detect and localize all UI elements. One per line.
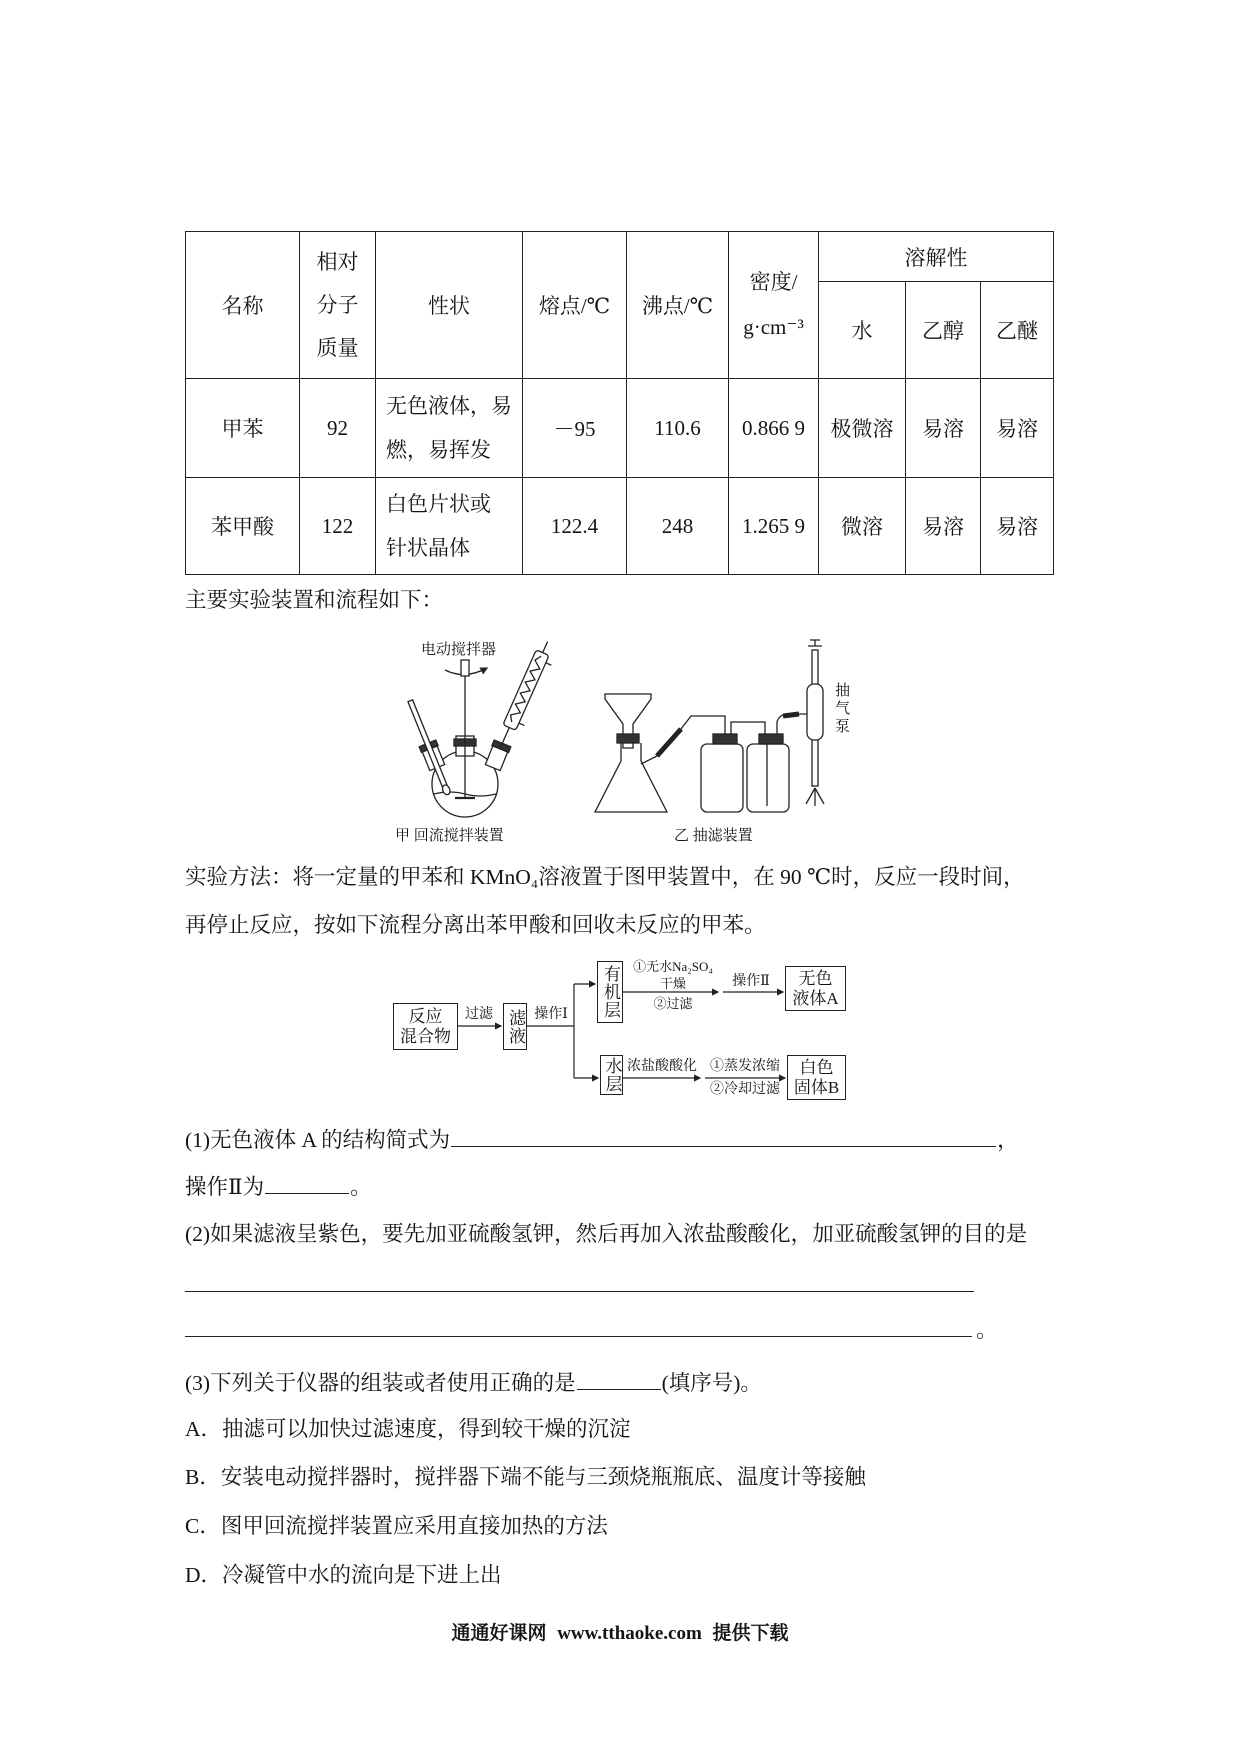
cell-density: 1.265 9	[729, 478, 819, 575]
box-organic-layer	[597, 961, 623, 1023]
label-op1: 操作Ⅰ	[534, 1007, 568, 1022]
safety-bottle-stopper	[713, 734, 737, 744]
pump-label: 抽气泵	[833, 682, 849, 736]
cell-ethanol: 易溶	[906, 379, 981, 478]
label-evaporate: ①蒸发浓缩	[710, 1059, 780, 1074]
stirrer-label: 电动搅拌器	[421, 642, 497, 658]
option-text: 安装电动搅拌器时，搅拌器下端不能与三颈烧瓶瓶底、温度计等接触	[220, 1465, 866, 1489]
box-text-line: 白色	[799, 1057, 834, 1077]
cell-melting-point: 122.4	[523, 478, 627, 575]
option-a	[185, 1416, 631, 1442]
option-b	[185, 1464, 866, 1490]
rubber-tube	[657, 729, 681, 756]
cell-ethanol: 易溶	[906, 478, 981, 575]
label-drying-step2: ②过滤	[653, 996, 693, 1011]
box-text-line: 反应	[408, 1006, 443, 1026]
header-water: 水	[819, 282, 906, 379]
box-text-line: 混合物	[400, 1026, 451, 1046]
option-c	[185, 1513, 608, 1539]
option-letter: B．	[185, 1465, 221, 1489]
cell-melting-point: －95	[523, 379, 627, 478]
trap-bottle-stopper	[759, 734, 783, 744]
option-d	[185, 1562, 502, 1588]
pump-rubber-tube	[783, 714, 799, 716]
label-drying: 干燥	[659, 976, 687, 991]
cell-name: 甲苯	[186, 379, 300, 478]
condenser	[494, 639, 559, 753]
answer-blank	[451, 1126, 996, 1147]
cell-boiling-point: 248	[627, 478, 729, 575]
option-text: 抽滤可以加快过滤速度，得到较干燥的沉淀	[222, 1417, 631, 1441]
option-letter: D．	[185, 1563, 223, 1587]
aspirator-bulb	[807, 684, 823, 740]
header-ethanol: 乙醇	[906, 282, 981, 379]
header-density-unit: g·cm⁻³	[743, 315, 804, 339]
option-text: 图甲回流搅拌装置应采用直接加热的方法	[220, 1514, 608, 1538]
method-line-2: 再停止反应，按如下流程分离出苯甲酸和回收未反应的甲苯。	[185, 913, 766, 937]
box-text-line: 固体B	[793, 1077, 840, 1097]
reflux-apparatus	[395, 639, 559, 844]
cell-water: 极微溶	[819, 379, 906, 478]
method-line-1: 实验方法：将一定量的甲苯和 KMnO₄溶液置于图甲装置中，在 90 ℃时，反应一段时间，	[185, 865, 1025, 889]
header-density	[729, 232, 819, 379]
header-melting-point: 熔点/℃	[523, 232, 627, 379]
label-op2: 操作Ⅱ	[732, 974, 770, 989]
option-letter: C．	[185, 1514, 221, 1538]
box-aqueous-layer	[600, 1055, 623, 1095]
safety-bottle	[701, 744, 743, 812]
water-jet	[806, 788, 824, 806]
cell-appearance-line: 针状晶体	[386, 536, 470, 560]
caption-reflux: 甲 回流搅拌装置	[395, 828, 504, 844]
caption-filtration: 乙 抽滤装置	[674, 828, 753, 844]
label-drying-step1: ①无水Na₂SO₄	[633, 959, 713, 974]
cell-appearance-line: 燃，易挥发	[386, 438, 491, 462]
answer-line	[185, 1336, 972, 1337]
cell-molar-mass: 122	[300, 478, 376, 575]
table-row	[186, 379, 1054, 478]
question-1-text: (1)无色液体 A 的结构简式为	[185, 1128, 451, 1152]
box-text-line: 无色	[798, 968, 833, 988]
box-organic-layer-text: 有机层	[601, 965, 620, 1019]
box-filtrate-text: 滤液	[506, 1008, 525, 1045]
box-solid-b	[787, 1055, 846, 1100]
table-row	[186, 478, 1054, 575]
bottle-link-tube	[731, 722, 765, 734]
question-3-text: (3)下列关于仪器的组装或者使用正确的是	[185, 1371, 576, 1395]
separation-flowchart	[393, 955, 853, 1105]
properties-table	[185, 231, 1054, 575]
cell-appearance-line: 白色片状或	[386, 492, 491, 516]
box-text-line: 液体A	[792, 988, 839, 1008]
cell-name: 苯甲酸	[186, 478, 300, 575]
table-header-row	[186, 232, 1054, 282]
intro-text: 主要实验装置和流程如下：	[185, 588, 444, 612]
box-liquid-a	[785, 966, 846, 1011]
answer-line	[185, 1291, 974, 1292]
cell-water: 微溶	[819, 478, 906, 575]
header-molar-mass-text: 相对分子质量	[316, 249, 359, 360]
question-1-suffix: ，	[997, 1128, 1019, 1152]
flow-arrows	[393, 955, 853, 1105]
header-solubility: 溶解性	[819, 232, 1054, 282]
suction-filtration-apparatus	[595, 640, 850, 844]
box-reaction-mixture	[393, 1003, 458, 1050]
cell-appearance-line: 无色液体，易	[386, 394, 512, 418]
question-3-suffix: (填序号)。	[661, 1371, 762, 1395]
trap-bottle	[747, 744, 789, 812]
header-density-label: 密度/	[749, 270, 798, 294]
label-filter: 过滤	[465, 1007, 493, 1022]
header-ether: 乙醚	[981, 282, 1054, 379]
cell-boiling-point: 110.6	[627, 379, 729, 478]
cell-appearance	[376, 478, 523, 575]
header-appearance: 性状	[376, 232, 523, 379]
label-acidify: 浓盐酸酸化	[627, 1059, 697, 1074]
question-3	[185, 1369, 762, 1396]
cell-ether: 易溶	[981, 379, 1054, 478]
header-molar-mass	[300, 232, 376, 379]
connecting-tube	[681, 716, 725, 736]
condenser-jacket	[503, 650, 549, 731]
question-2-end: 。	[976, 1318, 998, 1342]
question-1b-text: 操作Ⅱ为	[185, 1175, 265, 1199]
flask-side-arm	[641, 756, 657, 764]
cell-molar-mass: 92	[300, 379, 376, 478]
cell-density: 0.866 9	[729, 379, 819, 478]
question-1b-suffix: 。	[350, 1175, 372, 1199]
water-tap	[808, 640, 822, 646]
box-filtrate	[503, 1003, 527, 1050]
question-2: (2)如果滤液呈紫色，要先加亚硫酸氢钾，然后再加入浓盐酸酸化，加亚硫酸氢钾的目的是	[185, 1222, 1028, 1246]
cell-ether: 易溶	[981, 478, 1054, 575]
thermometer	[408, 700, 448, 789]
right-neck-group	[484, 740, 510, 771]
box-aqueous-layer-text: 水层	[602, 1057, 622, 1093]
apparatus-figure	[395, 636, 865, 851]
option-letter: A．	[185, 1417, 223, 1441]
question-1b	[185, 1173, 372, 1200]
answer-blank	[577, 1369, 661, 1390]
header-boiling-point: 沸点/℃	[627, 232, 729, 379]
flask-stopper	[617, 734, 639, 743]
stirrer-shaft-top	[461, 660, 469, 676]
header-name: 名称	[186, 232, 300, 379]
option-text: 冷凝管中水的流向是下进上出	[222, 1563, 502, 1587]
page-footer: 通通好课网 www.tthaoke.com 提供下载	[451, 1623, 789, 1644]
question-1	[185, 1126, 1019, 1153]
answer-blank	[265, 1173, 349, 1194]
cell-appearance	[376, 379, 523, 478]
label-cool-filter: ②冷却过滤	[710, 1082, 780, 1097]
